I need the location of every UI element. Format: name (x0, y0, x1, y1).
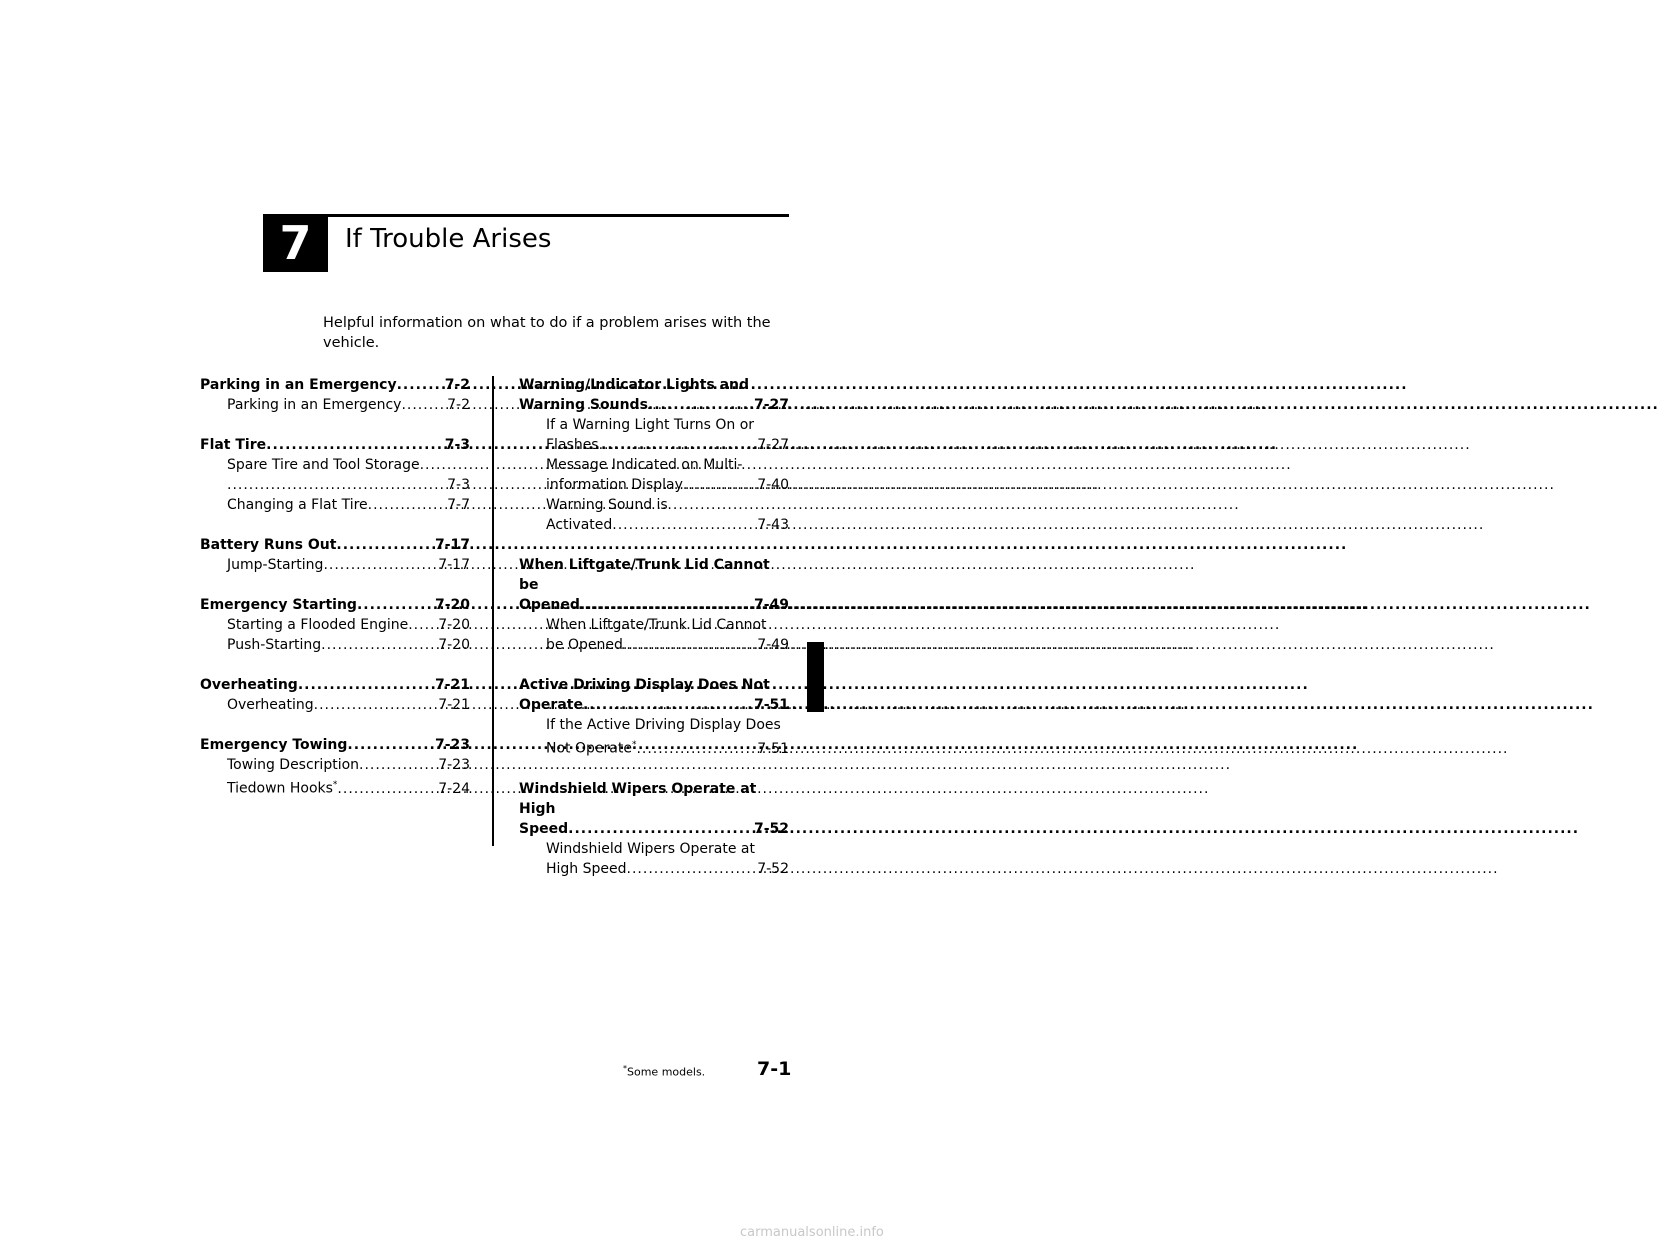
chapter-title: If Trouble Arises (345, 224, 552, 254)
toc-section-heading[interactable]: Flat Tire ..... 7-3 (200, 435, 470, 455)
toc-entry-line[interactable]: Warning Sound is (546, 497, 668, 513)
toc-section (200, 375, 470, 415)
toc-entry-line[interactable]: When Liftgate/Trunk Lid Cannot (546, 617, 767, 633)
some-models-mark: * (332, 780, 338, 790)
toc-section (519, 675, 789, 759)
toc-entry[interactable]: Jump-Starting ..... 7-17 (200, 555, 470, 575)
toc-section (200, 675, 470, 715)
toc-entry-line[interactable]: Windshield Wipers Operate at (546, 840, 755, 857)
toc-section (200, 435, 470, 515)
toc-section-heading-line[interactable]: Warning/Indicator Lights and (519, 377, 750, 393)
toc-section-heading[interactable]: Warning Sounds ..... 7-27 (519, 395, 789, 415)
toc-entry-continuation: ..... 7-3 (200, 475, 470, 495)
toc-entry-line[interactable]: If the Active Driving Display Does (546, 717, 781, 733)
toc-section-heading-line[interactable]: Active Driving Display Does Not (519, 677, 770, 693)
toc-entry[interactable]: High Speed ..... 7-52 (519, 859, 789, 879)
toc-section (200, 595, 470, 655)
toc-entry[interactable]: Activated ..... 7-43 (519, 515, 789, 535)
footnote: *Some models. (623, 1064, 706, 1079)
toc-section-heading-line[interactable]: Windshield Wipers Operate at High (519, 780, 757, 817)
toc-section-heading[interactable]: Opened ..... 7-49 (519, 595, 789, 615)
toc-entry[interactable]: Starting a Flooded Engine ..... 7-20 (200, 615, 470, 635)
toc-entry[interactable]: Overheating ..... 7-21 (200, 695, 470, 715)
toc-section (519, 375, 789, 535)
chapter-number-box (263, 214, 328, 272)
toc-section (200, 735, 470, 799)
toc-section-heading-line[interactable]: When Liftgate/Trunk Lid Cannot be (519, 557, 770, 593)
chapter-number: 7 (279, 216, 312, 270)
toc-entry[interactable]: Tiedown Hooks* ..... 7-24 (200, 775, 470, 799)
toc-section-heading[interactable]: Speed ..... 7-52 (519, 819, 789, 839)
chapter-edge-tab (807, 642, 824, 712)
toc-entry[interactable]: Push-Starting ..... 7-20 (200, 635, 470, 655)
some-models-mark: * (631, 740, 637, 750)
toc-section (519, 779, 789, 879)
watermark: carmanualsonline.info (740, 1225, 884, 1240)
toc-section-heading[interactable]: Overheating ..... 7-21 (200, 675, 470, 695)
toc-entry-line[interactable]: Message Indicated on Multi- (546, 457, 743, 473)
toc-right-column (519, 375, 789, 899)
chapter-rule (263, 214, 789, 217)
toc-entry[interactable]: Not Operate* ..... 7-51 (519, 735, 789, 759)
toc-entry[interactable]: Towing Description ..... 7-23 (200, 755, 470, 775)
toc-section-heading[interactable]: Operate ..... 7-51 (519, 695, 789, 715)
toc-entry[interactable]: be Opened ..... 7-49 (519, 635, 789, 655)
page-number: 7-1 (757, 1058, 792, 1080)
toc-entry[interactable]: Flashes ..... 7-27 (519, 435, 789, 455)
toc-entry[interactable]: Spare Tire and Tool Storage ..... (200, 455, 470, 475)
toc-section-heading[interactable]: Parking in an Emergency ..... 7-2 (200, 375, 470, 395)
column-divider (492, 376, 494, 846)
toc-section-heading[interactable]: Battery Runs Out ..... 7-17 (200, 535, 470, 555)
toc-section-heading[interactable]: Emergency Starting ..... 7-20 (200, 595, 470, 615)
toc-entry[interactable]: Changing a Flat Tire ..... 7-7 (200, 495, 470, 515)
toc-entry[interactable]: Parking in an Emergency ..... 7-2 (200, 395, 470, 415)
toc-entry-line[interactable]: If a Warning Light Turns On or (546, 417, 755, 433)
toc-section (519, 555, 789, 655)
toc-section-heading[interactable]: Emergency Towing ..... 7-23 (200, 735, 470, 755)
chapter-intro: Helpful information on what to do if a problem arises with the vehicle. (323, 315, 771, 351)
toc-entry[interactable]: information Display ..... 7-40 (519, 475, 789, 495)
toc-section (200, 535, 470, 575)
toc-left-column (200, 375, 470, 819)
